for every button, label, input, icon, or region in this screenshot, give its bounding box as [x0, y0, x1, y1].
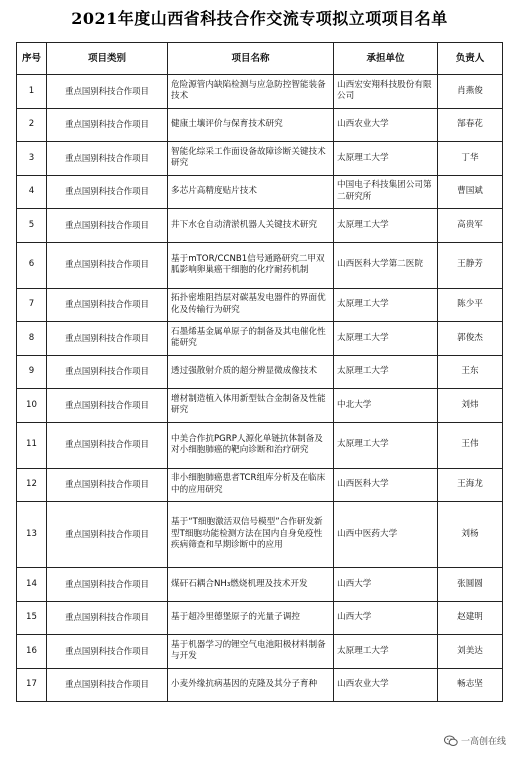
table-row — [17, 422, 503, 468]
cell-category: 重点国别科技合作项目 — [47, 322, 168, 356]
cell-category: 重点国别科技合作项目 — [47, 502, 168, 568]
cell-unit: 山西农业大学 — [334, 668, 438, 702]
cell-project-name: 透过强散射介质的超分辨显微成像技术 — [168, 355, 334, 389]
table-row — [17, 635, 503, 669]
cell-project-name: 井下水仓自动清淤机器人关键技术研究 — [168, 209, 334, 243]
cell-project-name: 危险源管内缺陷检测与应急防控智能装备技术 — [168, 75, 334, 109]
cell-unit: 中国电子科技集团公司第二研究所 — [334, 175, 438, 209]
cell-seq: 1 — [17, 75, 47, 109]
cell-seq: 11 — [17, 422, 47, 468]
cell-project-name: 健康土壤评价与保育技术研究 — [168, 108, 334, 142]
table-row — [17, 108, 503, 142]
cell-project-name: 增材制造植入体用新型钛合金制备及性能研究 — [168, 389, 334, 423]
header-leader: 负责人 — [438, 43, 503, 75]
cell-unit: 山西大学 — [334, 601, 438, 635]
cell-unit: 太原理工大学 — [334, 422, 438, 468]
table-row — [17, 355, 503, 389]
header-seq: 序号 — [17, 43, 47, 75]
table-row — [17, 242, 503, 288]
cell-project-name: 多芯片高精度贴片技术 — [168, 175, 334, 209]
cell-leader: 刘杨 — [438, 502, 503, 568]
cell-category: 重点国别科技合作项目 — [47, 668, 168, 702]
cell-leader: 畅志坚 — [438, 668, 503, 702]
table-row — [17, 75, 503, 109]
cell-leader: 刘美达 — [438, 635, 503, 669]
cell-seq: 5 — [17, 209, 47, 243]
cell-seq: 14 — [17, 568, 47, 602]
cell-project-name: 小麦外缘抗病基因的克隆及其分子育种 — [168, 668, 334, 702]
table-header-row — [17, 43, 503, 75]
cell-unit: 太原理工大学 — [334, 142, 438, 176]
cell-category: 重点国别科技合作项目 — [47, 75, 168, 109]
cell-category: 重点国别科技合作项目 — [47, 468, 168, 502]
watermark — [441, 733, 509, 748]
table-row — [17, 668, 503, 702]
cell-seq: 7 — [17, 288, 47, 322]
cell-seq: 10 — [17, 389, 47, 423]
cell-project-name: 煤矸石耦合NH₃燃烧机理及技术开发 — [168, 568, 334, 602]
table-row — [17, 209, 503, 243]
cell-leader: 丁华 — [438, 142, 503, 176]
table-row — [17, 502, 503, 568]
cell-category: 重点国别科技合作项目 — [47, 108, 168, 142]
project-table-container — [16, 42, 502, 702]
cell-category: 重点国别科技合作项目 — [47, 142, 168, 176]
cell-seq: 2 — [17, 108, 47, 142]
table-row — [17, 468, 503, 502]
table-row — [17, 601, 503, 635]
cell-project-name: 基于mTOR/CCNB1信号通路研究二甲双胍影响卵巢癌干细胞的化疗耐药机制 — [168, 242, 334, 288]
cell-seq: 4 — [17, 175, 47, 209]
cell-category: 重点国别科技合作项目 — [47, 635, 168, 669]
cell-unit: 太原理工大学 — [334, 288, 438, 322]
cell-category: 重点国别科技合作项目 — [47, 242, 168, 288]
cell-category: 重点国别科技合作项目 — [47, 601, 168, 635]
table-row — [17, 389, 503, 423]
cell-project-name: 智能化综采工作面设备故障诊断关键技术研究 — [168, 142, 334, 176]
cell-project-name: 基于“T细胞激活双信号模型”合作研发新型T细胞功能检测方法在国内自身免疫性疾病筛查和早期诊断中的应用 — [168, 502, 334, 568]
cell-category: 重点国别科技合作项目 — [47, 422, 168, 468]
cell-unit: 山西医科大学第二医院 — [334, 242, 438, 288]
cell-leader: 张圆圆 — [438, 568, 503, 602]
cell-leader: 王伟 — [438, 422, 503, 468]
cell-category: 重点国别科技合作项目 — [47, 568, 168, 602]
cell-unit: 山西医科大学 — [334, 468, 438, 502]
cell-project-name: 中美合作抗PGRP人源化单链抗体制备及对小细胞肺癌的靶向诊断和治疗研究 — [168, 422, 334, 468]
cell-seq: 13 — [17, 502, 47, 568]
cell-seq: 12 — [17, 468, 47, 502]
cell-leader: 郜春花 — [438, 108, 503, 142]
project-table — [16, 42, 503, 702]
header-category: 项目类别 — [47, 43, 168, 75]
cell-seq: 9 — [17, 355, 47, 389]
cell-project-name: 基于机器学习的锂空气电池阳极材料制备与开发 — [168, 635, 334, 669]
cell-category: 重点国别科技合作项目 — [47, 209, 168, 243]
cell-leader: 曹国斌 — [438, 175, 503, 209]
cell-project-name: 拓扑密堆阻挡层对碳基发电器件的界面优化及传输行为研究 — [168, 288, 334, 322]
cell-unit: 山西宏安翔科技股份有限公司 — [334, 75, 438, 109]
cell-project-name: 石墨烯基金属单原子的制备及其电催化性能研究 — [168, 322, 334, 356]
wechat-icon — [444, 735, 458, 747]
cell-seq: 3 — [17, 142, 47, 176]
cell-unit: 太原理工大学 — [334, 322, 438, 356]
cell-project-name: 基于超冷里德堡原子的光量子调控 — [168, 601, 334, 635]
table-row — [17, 568, 503, 602]
cell-seq: 8 — [17, 322, 47, 356]
cell-leader: 刘炜 — [438, 389, 503, 423]
table-row — [17, 142, 503, 176]
cell-leader: 王静芳 — [438, 242, 503, 288]
cell-category: 重点国别科技合作项目 — [47, 175, 168, 209]
page-title: 2021年度山西省科技合作交流专项拟立项项目名单 — [71, 9, 448, 28]
cell-category: 重点国别科技合作项目 — [47, 288, 168, 322]
cell-unit: 太原理工大学 — [334, 635, 438, 669]
cell-category: 重点国别科技合作项目 — [47, 389, 168, 423]
header-project-name: 项目名称 — [168, 43, 334, 75]
watermark-text: 一高创在线 — [460, 737, 506, 747]
cell-leader: 高贵军 — [438, 209, 503, 243]
cell-leader: 赵建明 — [438, 601, 503, 635]
cell-unit: 太原理工大学 — [334, 355, 438, 389]
cell-unit: 山西农业大学 — [334, 108, 438, 142]
cell-unit: 中北大学 — [334, 389, 438, 423]
cell-unit: 山西大学 — [334, 568, 438, 602]
table-row — [17, 288, 503, 322]
cell-seq: 17 — [17, 668, 47, 702]
cell-unit: 山西中医药大学 — [334, 502, 438, 568]
cell-leader: 王海龙 — [438, 468, 503, 502]
header-unit: 承担单位 — [334, 43, 438, 75]
cell-unit: 太原理工大学 — [334, 209, 438, 243]
cell-seq: 6 — [17, 242, 47, 288]
cell-leader: 王东 — [438, 355, 503, 389]
table-row — [17, 175, 503, 209]
cell-leader: 肖燕俊 — [438, 75, 503, 109]
cell-leader: 郭俊杰 — [438, 322, 503, 356]
cell-project-name: 非小细胞肺癌患者TCR组库分析及在临床中的应用研究 — [168, 468, 334, 502]
cell-seq: 16 — [17, 635, 47, 669]
cell-category: 重点国别科技合作项目 — [47, 355, 168, 389]
cell-leader: 陈少平 — [438, 288, 503, 322]
cell-seq: 15 — [17, 601, 47, 635]
table-row — [17, 322, 503, 356]
